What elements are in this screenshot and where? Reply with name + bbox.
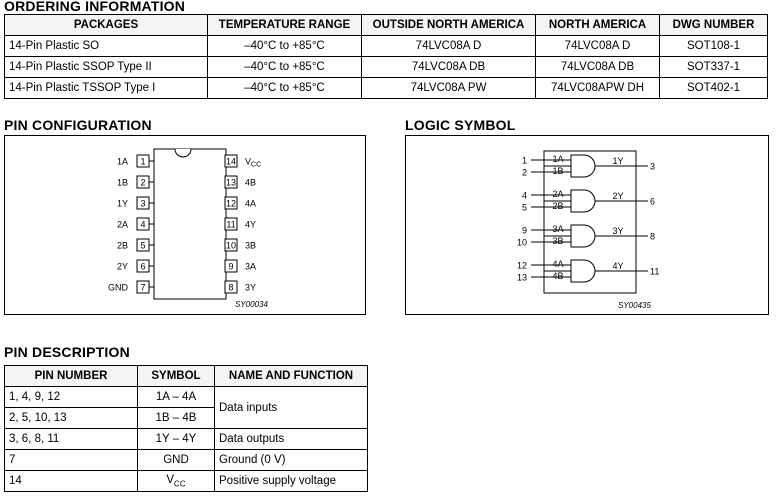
pin-label: 2B [116, 240, 128, 251]
header-symbol: SYMBOL [138, 366, 215, 387]
pin-label: 1A [116, 156, 128, 167]
pin-label: 3B [245, 240, 257, 251]
output-pin-number: 6 [650, 196, 656, 207]
input-label: 4B [552, 271, 564, 281]
output-pin-number: 8 [650, 231, 656, 242]
pin-label: 3Y [245, 282, 257, 293]
logic-symbol-diagram [406, 136, 768, 314]
input-pin-number: 9 [521, 225, 527, 236]
and-gate [571, 155, 595, 177]
pin-number: 12 [225, 198, 237, 209]
pin-number: 6 [140, 261, 146, 272]
and-gate [571, 260, 595, 282]
cell-pin-number: 14 [5, 471, 138, 492]
input-pin-number: 13 [516, 272, 527, 283]
pin-label: 2Y [116, 261, 128, 272]
cell-symbol: 1Y – 4Y [138, 429, 215, 450]
pin-number: 7 [140, 282, 146, 293]
ordering-table [4, 14, 768, 99]
pin-number: 11 [226, 219, 236, 230]
ordering-header-row [5, 15, 768, 36]
and-gate [571, 190, 595, 212]
input-pin-number: 4 [521, 190, 527, 201]
pin-number: 8 [228, 282, 234, 293]
pin-number: 2 [140, 177, 146, 188]
pin-label: 4Y [245, 219, 257, 230]
input-label: 3B [552, 236, 564, 246]
pin-configuration-figure [4, 135, 366, 315]
output-label: 3Y [612, 226, 624, 236]
pin-label: 1Y [116, 198, 128, 209]
output-pin-number: 11 [650, 266, 660, 277]
cell-pin-number: 1, 4, 9, 12 [5, 387, 138, 408]
input-pin-number: 12 [516, 260, 527, 271]
input-pin-number: 5 [521, 202, 527, 213]
cell-function: Data outputs [215, 429, 368, 450]
header-dwg: DWG NUMBER [660, 15, 768, 36]
input-label: 3A [552, 224, 564, 234]
pin-number: 1 [140, 156, 146, 167]
input-label: 2A [552, 189, 564, 199]
header-outside-na: OUTSIDE NORTH AMERICA [362, 15, 536, 36]
table-row [5, 36, 768, 57]
pin-label: GND [108, 282, 128, 293]
header-na: NORTH AMERICA [536, 15, 660, 36]
ic-notch [175, 149, 191, 157]
output-pin-number: 3 [650, 161, 656, 172]
symbol-subscript: CC [174, 479, 186, 489]
cell-pin-number: 3, 6, 8, 11 [5, 429, 138, 450]
cell-function: Data inputs [215, 387, 368, 429]
table-row [5, 387, 368, 408]
pin-number: 9 [228, 261, 234, 272]
ordering-title: ORDERING INFORMATION [4, 0, 186, 14]
cell-package: 14-Pin Plastic SSOP Type II [5, 57, 208, 78]
cell-outside-na: 74LVC08A PW [362, 78, 536, 99]
cell-outside-na: 74LVC08A D [362, 36, 536, 57]
pin-label: 2A [116, 219, 128, 230]
output-label: 2Y [612, 191, 624, 201]
pin-configuration-title: PIN CONFIGURATION [4, 117, 152, 133]
table-row [5, 471, 368, 492]
table-row [5, 450, 368, 471]
input-label: 1B [552, 166, 564, 176]
header-packages: PACKAGES [5, 15, 208, 36]
cell-pin-number: 7 [5, 450, 138, 471]
cell-na: 74LVC08A DB [536, 57, 660, 78]
header-temperature: TEMPERATURE RANGE [208, 15, 362, 36]
input-label: 2B [552, 201, 564, 211]
table-row [5, 57, 768, 78]
cell-temperature: –40°C to +85°C [208, 57, 362, 78]
logic-symbol-title: LOGIC SYMBOL [405, 117, 516, 133]
input-label: 1A [552, 154, 564, 164]
cell-symbol [138, 471, 215, 492]
cell-na: 74LVC08A D [536, 36, 660, 57]
cell-na: 74LVC08APW DH [536, 78, 660, 99]
cell-function: Ground (0 V) [215, 450, 368, 471]
figure-code: SY00034 [235, 300, 268, 309]
cell-dwg: SOT402-1 [660, 78, 768, 99]
pin-number: 14 [225, 156, 237, 167]
cell-package: 14-Pin Plastic TSSOP Type I [5, 78, 208, 99]
table-row [5, 429, 368, 450]
input-label: 4A [552, 259, 564, 269]
input-pin-number: 2 [521, 167, 527, 178]
pin-number: 13 [225, 177, 237, 188]
logic-symbol-figure [405, 135, 769, 315]
cell-package: 14-Pin Plastic SO [5, 36, 208, 57]
pin-label: 4A [245, 198, 257, 209]
cell-symbol: 1B – 4B [138, 408, 215, 429]
cell-symbol: 1A – 4A [138, 387, 215, 408]
input-pin-number: 1 [521, 155, 527, 166]
pin-number: 4 [140, 219, 146, 230]
header-pin-number: PIN NUMBER [5, 366, 138, 387]
pin-number: 5 [140, 240, 146, 251]
cell-pin-number: 2, 5, 10, 13 [5, 408, 138, 429]
cell-function: Positive supply voltage [215, 471, 368, 492]
pin-number: 3 [140, 198, 146, 209]
input-pin-number: 10 [516, 237, 527, 248]
pin-description-header-row [5, 366, 368, 387]
output-label: 1Y [612, 156, 624, 166]
cell-temperature: –40°C to +85°C [208, 78, 362, 99]
ic-package-outline [154, 149, 226, 299]
output-label: 4Y [612, 261, 624, 271]
pin-description-table [4, 365, 368, 492]
cell-temperature: –40°C to +85°C [208, 36, 362, 57]
pin-configuration-diagram [5, 136, 365, 314]
cell-dwg: SOT108-1 [660, 36, 768, 57]
pin-description-title: PIN DESCRIPTION [4, 344, 130, 360]
cell-symbol: GND [138, 450, 215, 471]
cell-dwg: SOT337-1 [660, 57, 768, 78]
pin-label: 4B [245, 177, 257, 188]
figure-code: SY00435 [618, 301, 651, 310]
symbol-main: V [166, 473, 175, 486]
pin-label: 1B [116, 177, 128, 188]
and-gate [571, 225, 595, 247]
table-row [5, 78, 768, 99]
header-name-function: NAME AND FUNCTION [215, 366, 368, 387]
cell-outside-na: 74LVC08A DB [362, 57, 536, 78]
pin-label: 3A [245, 261, 257, 272]
pin-number: 10 [225, 240, 237, 251]
pin-label: $V_{CC}$ [245, 156, 262, 169]
